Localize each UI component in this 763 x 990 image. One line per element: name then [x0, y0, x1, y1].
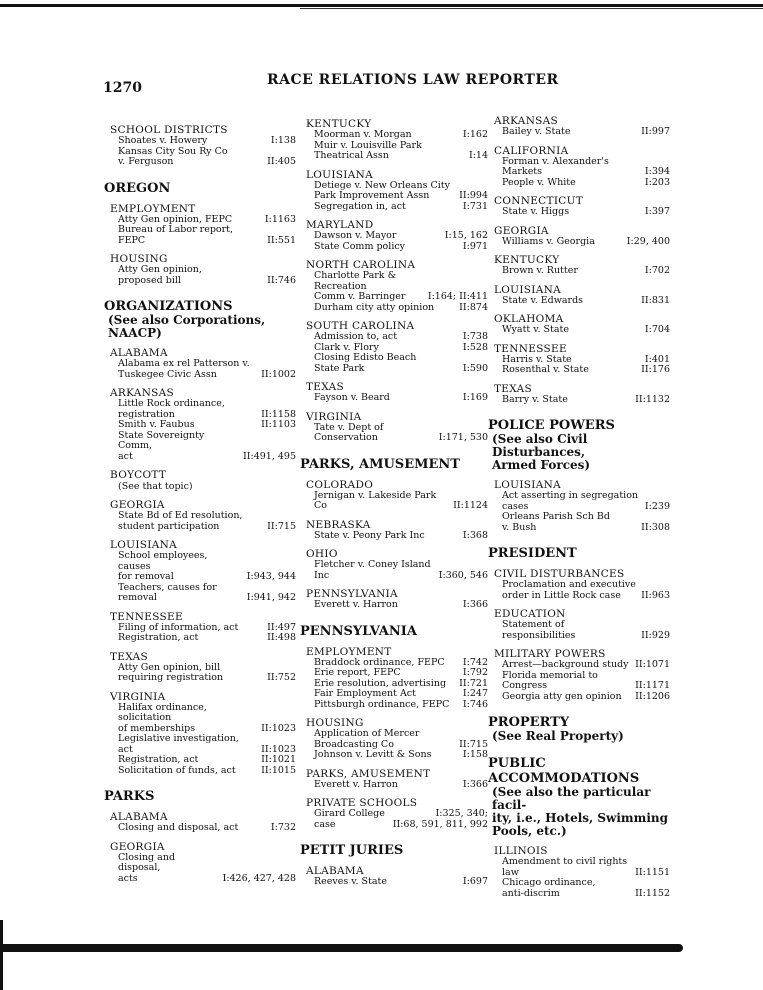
- index-subheading: PENNSYLVANIA: [306, 588, 398, 600]
- index-heading: PUBLIC ACCOMMODATIONS: [488, 756, 640, 786]
- entry-title: Proclamation and executive order in Little Rock case: [502, 579, 636, 601]
- index-entry: [502, 692, 670, 703]
- entry-title: Chicago ordinance, anti-discrim: [502, 877, 596, 899]
- entry-citation: I:15, 162: [444, 230, 488, 241]
- see-reference: (See that topic): [118, 481, 193, 492]
- index-entry: [118, 225, 296, 246]
- index-subheading: CONNECTICUT: [494, 195, 584, 207]
- index-entry: [314, 491, 488, 512]
- entry-title: Fair Employment Act: [314, 688, 416, 699]
- index-subheading: PRIVATE SCHOOLS: [306, 797, 418, 809]
- entry-citation: I:162: [462, 129, 488, 140]
- entry-citation: II:1021: [261, 754, 296, 765]
- entry-title: Shoates v. Howery: [118, 135, 208, 146]
- entry-title: Kansas City Sou Ry Co v. Ferguson: [118, 145, 228, 167]
- index-entry: [502, 296, 670, 307]
- entry-title: Atty Gen opinion, bill requiring registration: [118, 661, 224, 683]
- entry-citation: I:697: [462, 876, 488, 887]
- entry-title: Detiege v. New Orleans City Park Improvement Assn: [314, 179, 450, 201]
- entry-citation: II:405: [267, 156, 296, 167]
- index-entry: [118, 755, 296, 766]
- index-entry: [314, 423, 488, 444]
- entry-citation: I:742: [462, 656, 488, 668]
- entry-title: Closing and disposal, act: [118, 822, 239, 833]
- entry-title: State Sovereignty Comm, act: [118, 429, 205, 462]
- index-heading: PROPERTY: [488, 715, 570, 730]
- index-entry: [502, 857, 670, 878]
- entry-citation: I:738: [462, 331, 488, 342]
- index-entry: [314, 877, 488, 888]
- entry-title: School employees, causes for removal: [118, 550, 208, 582]
- entry-title: Statement of responsibilities: [502, 619, 576, 641]
- index-subheading: LOUISIANA: [306, 168, 373, 181]
- index-subheading: SCHOOL DISTRICTS: [110, 124, 228, 136]
- index-subheading: LOUISIANA: [494, 479, 561, 491]
- entry-title: Bailey v. State: [502, 126, 571, 137]
- index-entry: [118, 583, 296, 604]
- entry-title: Harris v. State: [502, 353, 572, 365]
- index-subheading: CALIFORNIA: [494, 144, 569, 157]
- entry-citation: II:1002: [261, 368, 296, 380]
- index-heading: PETIT JURIES: [300, 843, 404, 858]
- entry-citation: II:963: [641, 589, 670, 601]
- index-subheading: MARYLAND: [306, 219, 374, 231]
- index-entry: [502, 365, 670, 376]
- index-entry: [314, 130, 488, 141]
- index-entry: [314, 560, 488, 581]
- entry-citation: I:746: [462, 698, 488, 710]
- index-column-2: [300, 118, 488, 888]
- index-subheading: NORTH CAROLINA: [306, 259, 416, 271]
- index-subheading: COLORADO: [306, 478, 374, 491]
- index-entry: [118, 359, 296, 380]
- entry-title: Arrest—background study: [502, 659, 629, 670]
- entry-title: State v. Edwards: [502, 294, 584, 306]
- top-rule: [0, 4, 763, 7]
- index-subheading: MILITARY POWERS: [494, 648, 606, 660]
- entry-title: Reeves v. State: [314, 876, 387, 887]
- see-also-note: (See also Corporations, NAACP): [108, 313, 266, 340]
- entry-title: Fletcher v. Coney Island Inc: [314, 559, 431, 581]
- entry-citation: II:746: [267, 274, 296, 286]
- index-subheading: EMPLOYMENT: [306, 645, 392, 658]
- entry-citation: I:394: [644, 166, 670, 177]
- entry-citation: I:366: [462, 778, 488, 790]
- index-heading: PARKS: [104, 789, 155, 804]
- see-also-note: (See also Civil Disturbances, Armed Forces): [492, 432, 591, 472]
- index-subheading: HOUSING: [306, 717, 364, 729]
- index-subheading: ALABAMA: [110, 347, 168, 359]
- entry-title: Braddock ordinance, FEPC: [314, 656, 445, 668]
- index-entry: [502, 157, 670, 178]
- index-subheading: TENNESSEE: [494, 342, 567, 355]
- index-entry: [118, 420, 296, 431]
- index-subheading: SOUTH CAROLINA: [306, 320, 415, 332]
- entry-title: Admission to, act: [314, 331, 398, 342]
- index-entry: [314, 231, 488, 242]
- index-subheading: ARKANSAS: [110, 387, 175, 399]
- index-subheading: TEXAS: [110, 650, 149, 663]
- index-subheading: LOUISIANA: [494, 283, 561, 296]
- index-subheading: EDUCATION: [494, 608, 566, 620]
- entry-title: Tate v. Dept of Conservation: [314, 421, 384, 443]
- entry-title: State Bd of Ed resolution, student participation: [118, 510, 243, 532]
- index-subheading: OHIO: [306, 548, 338, 560]
- index-entry: [314, 141, 488, 162]
- entry-title: Halifax ordinance, solicitation of memberships: [118, 701, 207, 734]
- entry-title: Everett v. Harron: [314, 778, 398, 790]
- entry-citation: I:360, 546: [438, 569, 488, 581]
- index-subheading: GEORGIA: [110, 499, 165, 511]
- entry-title: Moorman v. Morgan: [314, 129, 412, 140]
- index-entry: [118, 853, 296, 885]
- entry-title: Smith v. Faubus: [118, 419, 195, 430]
- index-heading: PARKS, AMUSEMENT: [300, 456, 460, 472]
- entry-citation: I:203: [644, 176, 670, 188]
- index-entry: [118, 551, 296, 583]
- entry-citation: I:239: [644, 500, 670, 512]
- index-entry: [118, 147, 296, 168]
- index-subheading: OKLAHOMA: [494, 313, 564, 325]
- entry-citation: I:169: [462, 392, 488, 403]
- index-entry: [314, 271, 488, 303]
- index-entry: [314, 750, 488, 761]
- entry-title: Act asserting in segregation cases: [502, 490, 639, 512]
- entry-citation: II:929: [641, 629, 670, 641]
- bottom-rule: [0, 944, 683, 952]
- index-entry: [314, 729, 488, 750]
- index-entry: [502, 237, 670, 248]
- index-entry: [502, 671, 670, 692]
- index-entry: [118, 633, 296, 644]
- entry-title: Pittsburgh ordinance, FEPC: [314, 698, 450, 710]
- entry-title: Barry v. State: [502, 393, 568, 405]
- entry-title: Erie resolution, advertising: [314, 677, 447, 689]
- entry-title: Bureau of Labor report, FEPC: [118, 224, 233, 246]
- entry-title: Closing and disposal, acts: [118, 851, 176, 884]
- index-entry: [118, 136, 296, 147]
- index-entry: [314, 202, 488, 213]
- index-subheading: NEBRASKA: [306, 518, 371, 531]
- entry-citation: II:874: [459, 301, 488, 313]
- index-entry: [314, 242, 488, 253]
- index-subheading: ILLINOIS: [494, 845, 548, 857]
- entry-title: Filing of information, act: [118, 621, 239, 633]
- entry-title: Charlotte Park & Recreation Comm v. Barringer: [314, 270, 406, 302]
- index-entry: [502, 266, 670, 277]
- see-also-note: (See also the particular facil- ity, i.e., Hotels, Swimming Pools, etc.): [492, 785, 668, 838]
- entry-title: Legislative investigation, act: [118, 733, 239, 755]
- index-subheading: ALABAMA: [306, 865, 364, 877]
- index-subheading: CIVIL DISTURBANCES: [494, 568, 625, 580]
- entry-citation: I:943, 944: [246, 571, 296, 582]
- entry-citation: II:721: [459, 677, 488, 689]
- index-entry: [314, 689, 488, 700]
- entry-title: Application of Mercer Broadcasting Co: [314, 728, 420, 750]
- entry-citation: II:1206: [635, 690, 670, 702]
- entry-citation: I:14: [468, 150, 488, 161]
- entry-citation: I:792: [462, 667, 488, 678]
- entry-title: Segregation in, act: [314, 200, 406, 212]
- entry-citation: II:497: [267, 621, 296, 633]
- entry-citation: I:426, 427, 428: [222, 872, 296, 884]
- index-entry: [502, 178, 670, 189]
- entry-citation: II:1152: [635, 887, 670, 899]
- index-entry: [314, 531, 488, 542]
- index-subheading: TENNESSEE: [110, 610, 183, 623]
- entry-citation: I:138: [270, 135, 296, 146]
- index-entry: [314, 181, 488, 202]
- index-subheading: HOUSING: [110, 253, 168, 265]
- entry-citation: I:1163: [264, 213, 296, 225]
- index-entry: [502, 127, 670, 138]
- index-heading: PENNSYLVANIA: [300, 623, 417, 639]
- index-entry: [502, 660, 670, 671]
- entry-citation: I:29, 400: [626, 235, 670, 247]
- entry-title: Durham city atty opinion: [314, 301, 435, 313]
- top-rule-thin: [300, 8, 763, 9]
- index-entry: [314, 700, 488, 711]
- index-entry: [118, 703, 296, 735]
- index-subheading: VIRGINIA: [306, 410, 362, 423]
- entry-citation: II:498: [267, 632, 296, 643]
- index-entry: [502, 491, 670, 512]
- index-entry: [502, 395, 670, 406]
- index-entry: [502, 878, 670, 899]
- index-subheading: KENTUCKY: [494, 254, 560, 266]
- entry-title: Solicitation of funds, act: [118, 764, 236, 776]
- entry-citation: II:1015: [261, 764, 296, 776]
- index-heading: POLICE POWERS: [488, 418, 615, 433]
- entry-title: Alabama ex rel Patterson v. Tuskegee Civic Assn: [118, 358, 250, 380]
- index-entry: [314, 809, 488, 830]
- entry-title: Fayson v. Beard: [314, 392, 390, 403]
- entry-citation: II:715: [267, 520, 296, 532]
- entry-citation: I:590: [462, 362, 488, 374]
- index-subheading: VIRGINIA: [110, 690, 166, 703]
- index-subheading: BOYCOTT: [110, 469, 167, 481]
- left-edge-mark: [0, 920, 3, 990]
- entry-citation: I:704: [644, 324, 670, 335]
- index-column-1: [104, 124, 296, 884]
- index-entry: [118, 734, 296, 755]
- index-entry: [118, 399, 296, 420]
- entry-citation: I:171, 530: [438, 432, 488, 443]
- entry-citation: I:702: [644, 265, 670, 276]
- page-number: 1270: [103, 80, 142, 96]
- entry-citation: II:1151: [635, 866, 670, 878]
- index-entry: [314, 600, 488, 611]
- index-subheading: KENTUCKY: [306, 118, 372, 130]
- index-entry: [118, 265, 296, 286]
- index-subheading: EMPLOYMENT: [110, 202, 196, 215]
- entry-citation: I:397: [644, 206, 670, 217]
- entry-citation: II:1103: [261, 419, 296, 430]
- entry-title: Closing Edisto Beach State Park: [314, 352, 417, 374]
- entry-title: Brown v. Rutter: [502, 265, 578, 276]
- entry-citation: I:247: [462, 688, 488, 699]
- index-entry: [502, 207, 670, 218]
- see-also-note: (See Real Property): [492, 729, 624, 743]
- entry-citation: II:308: [641, 521, 670, 533]
- entry-citation: II:1124: [453, 500, 488, 511]
- entry-citation: I:401: [644, 353, 670, 365]
- entry-title: Teachers, causes for removal: [118, 581, 217, 603]
- entry-title: Dawson v. Mayor: [314, 230, 397, 241]
- index-subheading: GEORGIA: [110, 840, 165, 853]
- entry-title: People v. White: [502, 176, 576, 188]
- index-entry: [118, 511, 296, 532]
- entry-title: Registration, act: [118, 754, 199, 765]
- entry-citation: I:732: [270, 822, 296, 833]
- entry-title: Clark v. Flory: [314, 341, 379, 353]
- entry-title: Wyatt v. State: [502, 324, 569, 335]
- entry-citation: II:1023: [261, 743, 296, 755]
- entry-citation: II:752: [267, 672, 296, 683]
- entry-title: Georgia atty gen opinion: [502, 690, 622, 702]
- entry-title: Muir v. Louisville Park Theatrical Assn: [314, 139, 422, 161]
- entry-citation: II:176: [641, 364, 670, 375]
- entry-title: Amendment to civil rights law: [502, 856, 628, 878]
- entry-title: Girard College case: [314, 808, 385, 830]
- index-entry: [314, 303, 488, 314]
- entry-title: Johnson v. Levitt & Sons: [314, 749, 432, 760]
- entry-citation: II:715: [459, 738, 488, 750]
- index-subheading: PARKS, AMUSEMENT: [306, 767, 431, 780]
- entry-citation: I:164; II:411: [427, 291, 488, 302]
- entry-citation: II:997: [641, 126, 670, 137]
- entry-citation: II:1023: [261, 722, 296, 734]
- entry-citation: I:368: [462, 529, 488, 541]
- entry-citation: I:158: [462, 749, 488, 760]
- entry-title: Rosenthal v. State: [502, 364, 589, 375]
- entry-citation: I:528: [462, 341, 488, 353]
- entry-title: State v. Higgs: [502, 206, 570, 217]
- index-subheading: TEXAS: [494, 382, 533, 395]
- entry-title: State Comm policy: [314, 240, 406, 252]
- index-subheading: LOUISIANA: [110, 539, 177, 551]
- entry-title: Williams v. Georgia: [502, 235, 595, 247]
- running-title: RACE RELATIONS LAW REPORTER: [267, 72, 559, 88]
- index-subheading: TEXAS: [306, 381, 345, 393]
- entry-citation: II:1158: [261, 408, 296, 420]
- index-heading: PRESIDENT: [488, 546, 577, 561]
- index-entry: [314, 780, 488, 791]
- entry-citation: I:325, 340; II:68, 591, 811, 992: [392, 808, 488, 830]
- entry-citation: II:551: [267, 234, 296, 246]
- entry-title: Registration, act: [118, 632, 199, 643]
- index-entry: [502, 512, 670, 533]
- entry-citation: I:971: [462, 240, 488, 252]
- entry-citation: II:491, 495: [242, 450, 296, 462]
- entry-citation: II:994: [459, 190, 488, 201]
- index-heading: ORGANIZATIONS: [104, 299, 233, 314]
- entry-title: Atty Gen opinion, proposed bill: [118, 264, 202, 286]
- index-heading: OREGON: [104, 180, 171, 196]
- index-subheading: ARKANSAS: [494, 115, 559, 127]
- index-entry: [118, 431, 296, 463]
- index-entry: [118, 663, 296, 684]
- entry-citation: II:1071: [635, 659, 670, 670]
- entry-citation: II:831: [641, 294, 670, 306]
- entry-citation: I:941, 942: [246, 592, 296, 603]
- entry-citation: I:366: [462, 599, 488, 610]
- entry-title: Everett v. Harron: [314, 599, 398, 610]
- index-subheading: ALABAMA: [110, 811, 168, 823]
- entry-citation: II:1171: [635, 680, 670, 691]
- entry-title: Forman v. Alexander's Markets: [502, 155, 609, 177]
- entry-title: Florida memorial to Congress: [502, 669, 598, 691]
- index-entry: [502, 325, 670, 336]
- entry-title: Erie report, FEPC: [314, 667, 401, 678]
- index-entry: [502, 620, 670, 641]
- entry-citation: II:1132: [635, 393, 670, 405]
- entry-title: State v. Peony Park Inc: [314, 529, 425, 541]
- index-column-3: [488, 115, 670, 899]
- index-subheading: GEORGIA: [494, 224, 549, 237]
- entry-title: Orleans Parish Sch Bd v. Bush: [502, 511, 610, 533]
- index-entry: [314, 332, 488, 343]
- index-entry: [314, 668, 488, 679]
- entry-title: Little Rock ordinance, registration: [118, 398, 225, 420]
- index-entry: [314, 353, 488, 374]
- entry-title: Jernigan v. Lakeside Park Co: [314, 489, 437, 511]
- index-entry: [118, 766, 296, 777]
- index-entry: [502, 580, 670, 601]
- index-entry: [314, 393, 488, 404]
- index-entry: [118, 823, 296, 834]
- entry-title: Atty Gen opinion, FEPC: [118, 213, 233, 225]
- entry-citation: I:731: [462, 200, 488, 212]
